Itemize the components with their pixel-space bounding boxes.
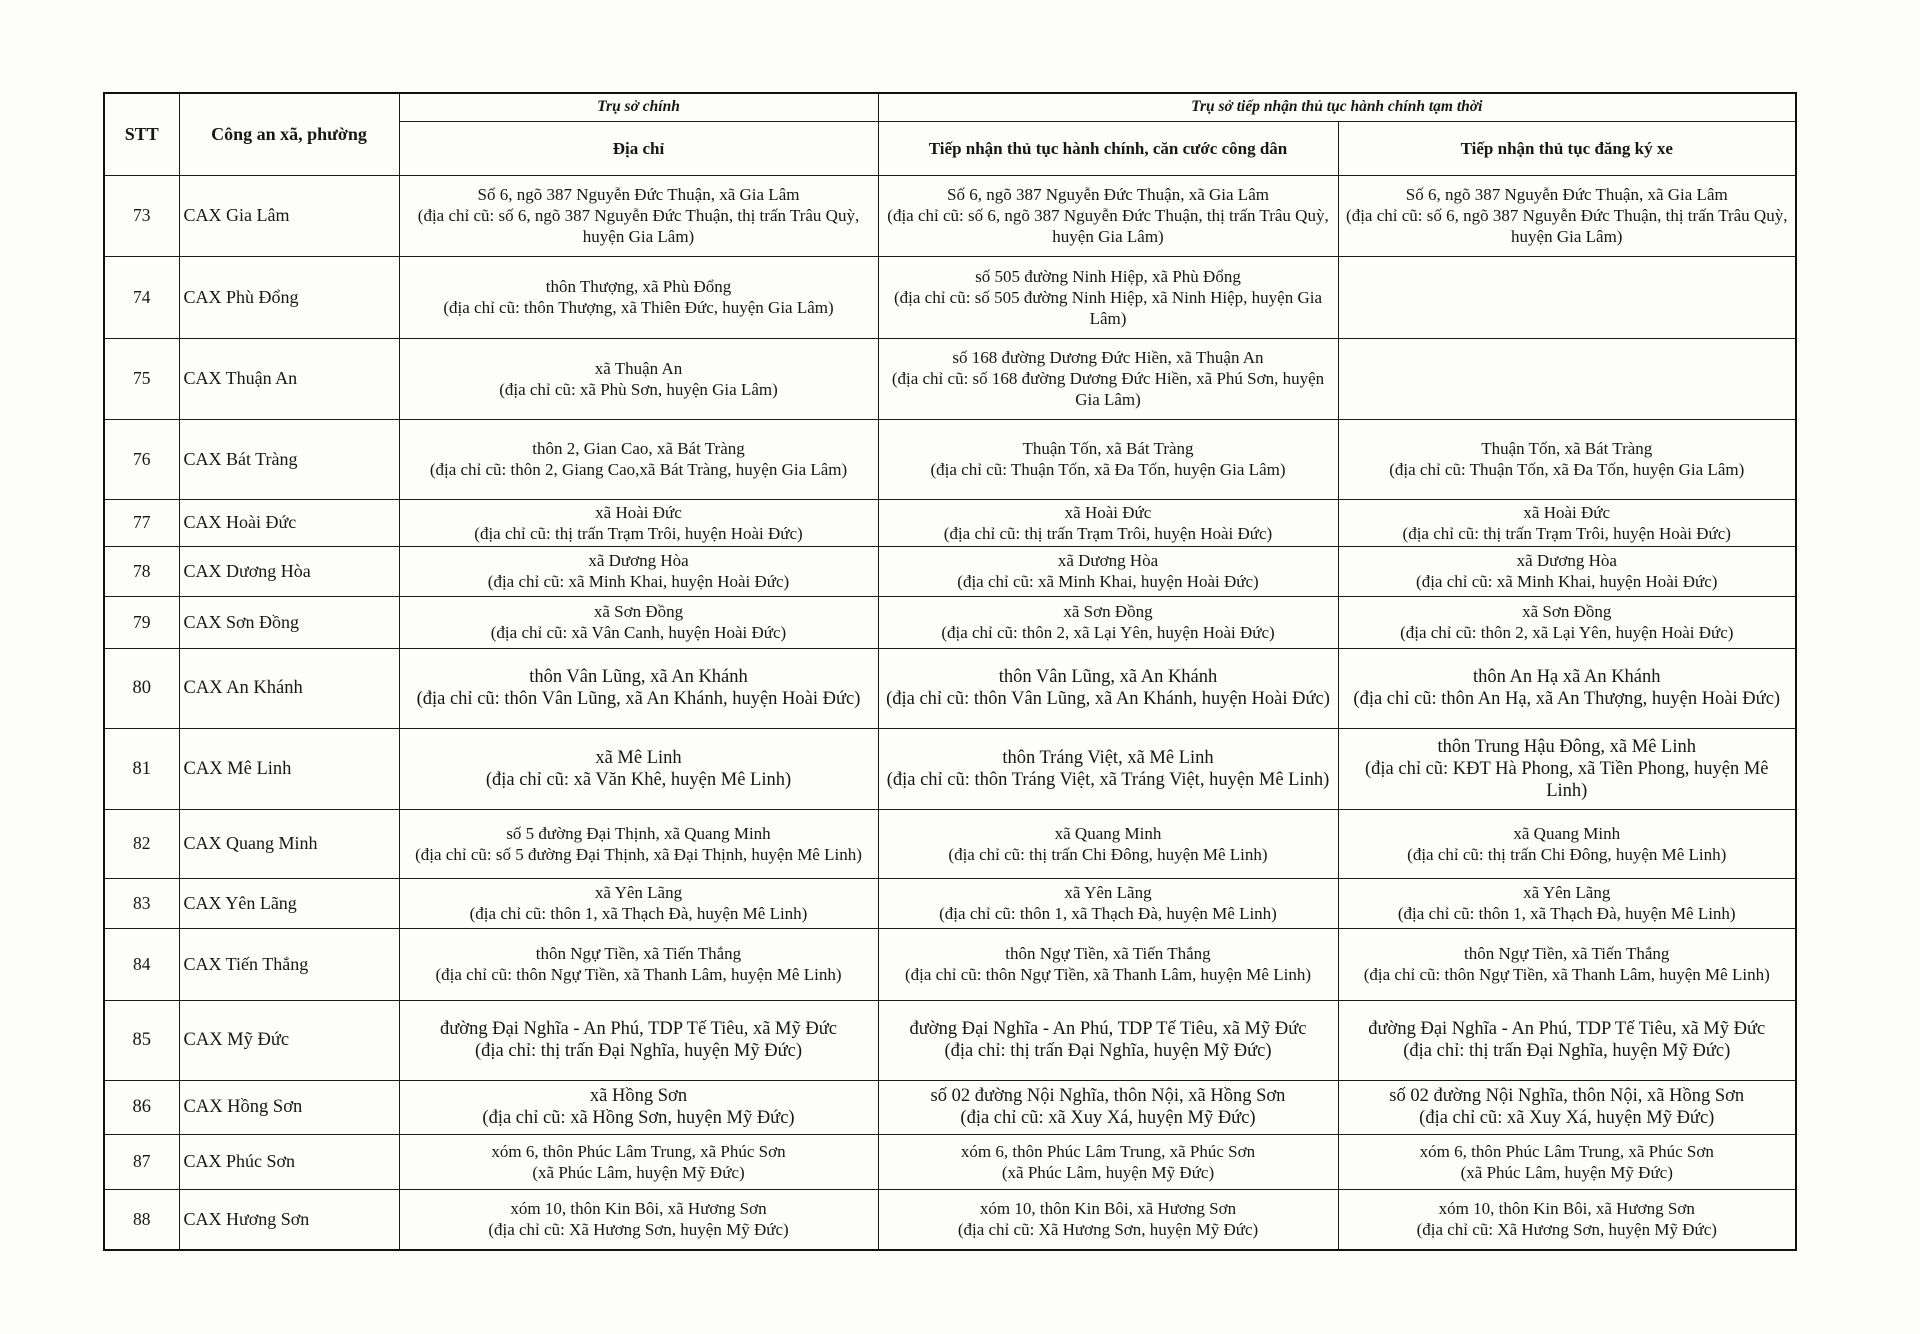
- main-office-address-cell: [399, 1000, 878, 1080]
- old-address: (địa chỉ cũ: thị trấn Trạm Trôi, huyện Hoài Đức): [1402, 523, 1731, 543]
- old-address: (địa chỉ cũ: Thuận Tốn, xã Đa Tốn, huyện Gia Lâm): [930, 460, 1286, 479]
- table-row: [104, 338, 1796, 419]
- header-admin-procedures: Tiếp nhận thủ tục hành chính, căn cước công dân: [878, 121, 1338, 175]
- old-address: (địa chỉ cũ: xã Phù Sơn, huyện Gia Lâm): [499, 379, 778, 399]
- header-main-office: Trụ sở chính: [399, 93, 878, 121]
- police-unit-name: CAX Quang Minh: [179, 809, 399, 878]
- vehicle-registration-office-cell: [1338, 499, 1796, 546]
- current-address: Thuận Tốn, xã Bát Tràng: [1481, 439, 1653, 458]
- old-address: (địa chỉ cũ: thôn An Hạ, xã An Thượng, huyện Hoài Đức): [1353, 689, 1781, 709]
- police-unit-name: CAX Yên Lãng: [179, 878, 399, 928]
- header-vehicle-registration: Tiếp nhận thủ tục đăng ký xe: [1338, 121, 1796, 175]
- vehicle-registration-office-cell: [1338, 419, 1796, 499]
- vehicle-registration-office-cell: [1338, 1189, 1796, 1250]
- current-address: thôn Thượng, xã Phù Đổng: [545, 277, 732, 296]
- row-number: 82: [104, 809, 179, 878]
- current-address: xã Dương Hòa: [1516, 551, 1617, 570]
- police-unit-name: CAX Dương Hòa: [179, 546, 399, 596]
- old-address: (địa chỉ cũ: xã Vân Canh, huyện Hoài Đức): [490, 623, 787, 642]
- old-address: (địa chỉ cũ: số 6, ngõ 387 Nguyễn Đức Thuận, thị trấn Trâu Quỳ, huyện Gia Lâm): [417, 206, 860, 246]
- row-number: 77: [104, 499, 179, 546]
- current-address: xóm 6, thôn Phúc Lâm Trung, xã Phúc Sơn: [960, 1141, 1256, 1161]
- current-address: xóm 6, thôn Phúc Lâm Trung, xã Phúc Sơn: [1419, 1141, 1714, 1161]
- admin-procedure-office-cell: [878, 1189, 1338, 1250]
- main-office-address-cell: [399, 1080, 878, 1134]
- table-row: [104, 728, 1796, 809]
- old-address: (địa chỉ cũ: số 5 đường Đại Thịnh, xã Đại Thịnh, huyện Mê Linh): [415, 844, 862, 864]
- old-address: (địa chỉ cũ: thôn 2, Giang Cao,xã Bát Tràng, huyện Gia Lâm): [429, 460, 848, 479]
- row-number: 74: [104, 256, 179, 338]
- old-address: (địa chỉ cũ: thôn 1, xã Thạch Đà, huyện Mê Linh): [469, 904, 808, 923]
- old-address: (địa chỉ: thị trấn Đại Nghĩa, huyện Mỹ Đức): [1403, 1041, 1731, 1061]
- old-address: (địa chỉ cũ: Xã Hương Sơn, huyện Mỹ Đức): [488, 1220, 789, 1240]
- police-unit-name: CAX Hồng Sơn: [179, 1080, 399, 1134]
- current-address: Số 6, ngõ 387 Nguyễn Đức Thuận, xã Gia Lâm: [477, 185, 800, 204]
- current-address: xã Hoài Đức: [595, 502, 682, 522]
- vehicle-registration-office-cell: [1338, 1134, 1796, 1189]
- current-address: số 505 đường Ninh Hiệp, xã Phù Đổng: [975, 266, 1241, 286]
- old-address: (địa chỉ cũ: xã Xuy Xá, huyện Mỹ Đức): [960, 1108, 1256, 1128]
- admin-procedure-office-cell: [878, 1134, 1338, 1189]
- row-number: 83: [104, 878, 179, 928]
- row-number: 84: [104, 928, 179, 1000]
- old-address: (địa chỉ cũ: thôn Ngự Tiền, xã Thanh Lâm, huyện Mê Linh): [1363, 965, 1770, 984]
- row-number: 78: [104, 546, 179, 596]
- old-address: (địa chỉ cũ: xã Minh Khai, huyện Hoài Đức): [487, 572, 790, 591]
- old-address: (địa chỉ cũ: thôn 1, xã Thạch Đà, huyện Mê Linh): [1397, 904, 1736, 923]
- current-address: Số 6, ngõ 387 Nguyễn Đức Thuận, xã Gia Lâm: [1405, 185, 1728, 204]
- police-office-address-table: [103, 92, 1797, 1251]
- current-address: xã Thuận An: [594, 358, 683, 378]
- old-address: (địa chỉ cũ: thôn Thượng, xã Thiên Đức, huyện Gia Lâm): [443, 298, 834, 317]
- current-address: xã Sơn Đồng: [1522, 602, 1612, 621]
- vehicle-registration-office-cell: [1338, 809, 1796, 878]
- admin-procedure-office-cell: [878, 648, 1338, 728]
- old-address: (xã Phúc Lâm, huyện Mỹ Đức): [1460, 1162, 1673, 1182]
- old-address: (địa chỉ cũ: số 6, ngõ 387 Nguyễn Đức Thuận, thị trấn Trâu Quỳ, huyện Gia Lâm): [887, 206, 1329, 246]
- admin-procedure-office-cell: [878, 338, 1338, 419]
- police-unit-name: CAX Hoài Đức: [179, 499, 399, 546]
- main-office-address-cell: [399, 256, 878, 338]
- current-address: đường Đại Nghĩa - An Phú, TDP Tế Tiêu, xã Mỹ Đức: [909, 1019, 1307, 1039]
- header-row-top: [104, 93, 1796, 121]
- current-address: xã Hồng Sơn: [589, 1086, 688, 1106]
- main-office-address-cell: [399, 928, 878, 1000]
- current-address: thôn Ngự Tiền, xã Tiến Thắng: [1464, 944, 1670, 963]
- vehicle-registration-office-cell: [1338, 546, 1796, 596]
- current-address: đường Đại Nghĩa - An Phú, TDP Tế Tiêu, xã Mỹ Đức: [440, 1019, 837, 1039]
- current-address: thôn Trung Hậu Đông, xã Mê Linh: [1437, 736, 1696, 757]
- old-address: (địa chỉ: thị trấn Đại Nghĩa, huyện Mỹ Đức): [944, 1041, 1272, 1061]
- old-address: (địa chỉ cũ: thị trấn Trạm Trôi, huyện Hoài Đức): [943, 523, 1273, 543]
- current-address: số 5 đường Đại Thịnh, xã Quang Minh: [506, 823, 771, 843]
- current-address: xóm 10, thôn Kin Bôi, xã Hương Sơn: [979, 1199, 1237, 1219]
- police-unit-name: CAX Mỹ Đức: [179, 1000, 399, 1080]
- row-number: 75: [104, 338, 179, 419]
- old-address: (địa chỉ cũ: thôn 2, xã Lại Yên, huyện Hoài Đức): [1400, 623, 1734, 642]
- row-number: 86: [104, 1080, 179, 1134]
- police-unit-name: CAX Bát Tràng: [179, 419, 399, 499]
- old-address: (xã Phúc Lâm, huyện Mỹ Đức): [1001, 1162, 1215, 1182]
- old-address: (địa chỉ cũ: Thuận Tốn, xã Đa Tốn, huyện Gia Lâm): [1389, 460, 1745, 479]
- old-address: (địa chỉ cũ: xã Hồng Sơn, huyện Mỹ Đức): [482, 1108, 795, 1128]
- old-address: (địa chỉ cũ: số 168 đường Dương Đức Hiền, xã Phú Sơn, huyện Gia Lâm): [891, 369, 1325, 409]
- current-address: xã Hoài Đức: [1064, 502, 1152, 522]
- admin-procedure-office-cell: [878, 728, 1338, 809]
- police-unit-name: CAX Mê Linh: [179, 728, 399, 809]
- current-address: xã Hoài Đức: [1523, 502, 1611, 522]
- vehicle-registration-office-cell: [1338, 928, 1796, 1000]
- main-office-address-cell: [399, 499, 878, 546]
- old-address: (địa chỉ cũ: số 505 đường Ninh Hiệp, xã Ninh Hiệp, huyện Gia Lâm): [893, 287, 1322, 328]
- old-address: (địa chỉ cũ: xã Xuy Xá, huyện Mỹ Đức): [1419, 1108, 1715, 1128]
- old-address: (địa chỉ cũ: thôn Vân Lũng, xã An Khánh, huyện Hoài Đức): [886, 689, 1330, 709]
- police-unit-name: CAX An Khánh: [179, 648, 399, 728]
- main-office-address-cell: [399, 1189, 878, 1250]
- admin-procedure-office-cell: [878, 596, 1338, 648]
- main-office-address-cell: [399, 546, 878, 596]
- police-unit-name: CAX Gia Lâm: [179, 175, 399, 256]
- police-unit-name: CAX Tiến Thắng: [179, 928, 399, 1000]
- vehicle-registration-office-cell: [1338, 596, 1796, 648]
- table-row: [104, 878, 1796, 928]
- old-address: (địa chỉ cũ: thôn Ngự Tiền, xã Thanh Lâm, huyện Mê Linh): [905, 965, 1311, 984]
- row-number: 79: [104, 596, 179, 648]
- vehicle-registration-office-cell: [1338, 728, 1796, 809]
- current-address: đường Đại Nghĩa - An Phú, TDP Tế Tiêu, xã Mỹ Đức: [1368, 1019, 1766, 1039]
- vehicle-registration-office-cell: [1338, 1080, 1796, 1134]
- vehicle-registration-office-cell: [1338, 175, 1796, 256]
- current-address: xóm 10, thôn Kin Bôi, xã Hương Sơn: [1438, 1199, 1695, 1219]
- admin-procedure-office-cell: [878, 1000, 1338, 1080]
- admin-procedure-office-cell: [878, 499, 1338, 546]
- main-office-address-cell: [399, 878, 878, 928]
- main-office-address-cell: [399, 809, 878, 878]
- table-row: [104, 809, 1796, 878]
- vehicle-registration-office-cell: [1338, 338, 1796, 419]
- row-number: 73: [104, 175, 179, 256]
- header-address: Địa chỉ: [399, 121, 878, 175]
- current-address: xóm 6, thôn Phúc Lâm Trung, xã Phúc Sơn: [491, 1141, 786, 1161]
- current-address: xã Quang Minh: [1054, 823, 1162, 843]
- old-address: (địa chỉ: thị trấn Đại Nghĩa, huyện Mỹ Đức): [474, 1041, 802, 1061]
- current-address: xã Yên Lãng: [1523, 883, 1611, 902]
- row-number: 87: [104, 1134, 179, 1189]
- table-row: [104, 1189, 1796, 1250]
- current-address: số 02 đường Nội Nghĩa, thôn Nội, xã Hồng Sơn: [1389, 1086, 1745, 1106]
- current-address: xã Quang Minh: [1513, 823, 1621, 843]
- old-address: (địa chỉ cũ: KĐT Hà Phong, xã Tiền Phong, huyện Mê Linh): [1364, 758, 1769, 801]
- old-address: (địa chỉ cũ: Xã Hương Sơn, huyện Mỹ Đức): [1416, 1220, 1717, 1240]
- police-unit-name: CAX Thuận An: [179, 338, 399, 419]
- header-stt: STT: [104, 93, 179, 175]
- police-unit-name: CAX Sơn Đồng: [179, 596, 399, 648]
- current-address: xã Mê Linh: [595, 747, 682, 768]
- current-address: xã Yên Lãng: [594, 883, 683, 902]
- police-unit-name: CAX Phù Đổng: [179, 256, 399, 338]
- table-row: [104, 546, 1796, 596]
- old-address: (địa chỉ cũ: Xã Hương Sơn, huyện Mỹ Đức): [957, 1220, 1259, 1240]
- row-number: 80: [104, 648, 179, 728]
- main-office-address-cell: [399, 338, 878, 419]
- admin-procedure-office-cell: [878, 928, 1338, 1000]
- old-address: (địa chỉ cũ: thôn 2, xã Lại Yên, huyện Hoài Đức): [941, 623, 1275, 642]
- header-temp-office: Trụ sở tiếp nhận thủ tục hành chính tạm thời: [878, 93, 1796, 121]
- main-office-address-cell: [399, 175, 878, 256]
- current-address: thôn An Hạ xã An Khánh: [1472, 667, 1661, 687]
- current-address: xóm 10, thôn Kin Bôi, xã Hương Sơn: [510, 1199, 767, 1219]
- admin-procedure-office-cell: [878, 809, 1338, 878]
- table-row: [104, 499, 1796, 546]
- table-row: [104, 419, 1796, 499]
- main-office-address-cell: [399, 1134, 878, 1189]
- current-address: xã Dương Hòa: [1057, 551, 1159, 570]
- main-office-address-cell: [399, 648, 878, 728]
- admin-procedure-office-cell: [878, 256, 1338, 338]
- table-row: [104, 648, 1796, 728]
- current-address: xã Sơn Đồng: [1063, 602, 1153, 621]
- old-address: (địa chỉ cũ: xã Văn Khê, huyện Mê Linh): [485, 769, 792, 790]
- vehicle-registration-office-cell: [1338, 648, 1796, 728]
- main-office-address-cell: [399, 419, 878, 499]
- admin-procedure-office-cell: [878, 419, 1338, 499]
- old-address: (xã Phúc Lâm, huyện Mỹ Đức): [532, 1162, 745, 1182]
- admin-procedure-office-cell: [878, 1080, 1338, 1134]
- current-address: thôn 2, Gian Cao, xã Bát Tràng: [532, 439, 745, 458]
- old-address: (địa chỉ cũ: thôn 1, xã Thạch Đà, huyện Mê Linh): [939, 904, 1277, 923]
- admin-procedure-office-cell: [878, 175, 1338, 256]
- vehicle-registration-office-cell: [1338, 878, 1796, 928]
- old-address: (địa chỉ cũ: thôn Ngự Tiền, xã Thanh Lâm, huyện Mê Linh): [435, 965, 842, 984]
- row-number: 76: [104, 419, 179, 499]
- old-address: (địa chỉ cũ: thị trấn Chi Đông, huyện Mê Linh): [948, 844, 1268, 864]
- current-address: thôn Tráng Việt, xã Mê Linh: [1002, 747, 1214, 768]
- table-row: [104, 596, 1796, 648]
- current-address: số 02 đường Nội Nghĩa, thôn Nội, xã Hồng Sơn: [930, 1086, 1286, 1106]
- row-number: 81: [104, 728, 179, 809]
- current-address: Số 6, ngõ 387 Nguyễn Đức Thuận, xã Gia Lâm: [947, 185, 1269, 204]
- admin-procedure-office-cell: [878, 878, 1338, 928]
- current-address: thôn Ngự Tiền, xã Tiến Thắng: [1005, 944, 1211, 963]
- old-address: (địa chỉ cũ: thôn Tráng Việt, xã Tráng Việt, huyện Mê Linh): [886, 769, 1330, 790]
- table-body: [104, 175, 1796, 1250]
- current-address: thôn Vân Lũng, xã An Khánh: [998, 667, 1218, 687]
- table-header: [104, 93, 1796, 175]
- table-row: [104, 1080, 1796, 1134]
- old-address: (địa chỉ cũ: thôn Vân Lũng, xã An Khánh, huyện Hoài Đức): [416, 689, 861, 709]
- vehicle-registration-office-cell: [1338, 256, 1796, 338]
- row-number: 85: [104, 1000, 179, 1080]
- table-row: [104, 928, 1796, 1000]
- current-address: thôn Ngự Tiền, xã Tiến Thắng: [535, 944, 742, 963]
- row-number: 88: [104, 1189, 179, 1250]
- old-address: (địa chỉ cũ: xã Minh Khai, huyện Hoài Đức): [1416, 572, 1718, 591]
- old-address: (địa chỉ cũ: xã Minh Khai, huyện Hoài Đức): [957, 572, 1259, 591]
- main-office-address-cell: [399, 596, 878, 648]
- vehicle-registration-office-cell: [1338, 1000, 1796, 1080]
- admin-procedure-office-cell: [878, 546, 1338, 596]
- police-unit-name: CAX Hương Sơn: [179, 1189, 399, 1250]
- current-address: xã Sơn Đồng: [593, 602, 684, 621]
- police-unit-name: CAX Phúc Sơn: [179, 1134, 399, 1189]
- header-unit: Công an xã, phường: [179, 93, 399, 175]
- current-address: xã Yên Lãng: [1064, 883, 1152, 902]
- current-address: thôn Vân Lũng, xã An Khánh: [529, 667, 748, 687]
- table-row: [104, 1000, 1796, 1080]
- main-office-address-cell: [399, 728, 878, 809]
- current-address: xã Dương Hòa: [588, 551, 689, 570]
- table-row: [104, 256, 1796, 338]
- table-row: [104, 1134, 1796, 1189]
- old-address: (địa chỉ cũ: số 6, ngõ 387 Nguyễn Đức Thuận, thị trấn Trâu Quỳ, huyện Gia Lâm): [1346, 206, 1788, 246]
- current-address: Thuận Tốn, xã Bát Tràng: [1022, 439, 1194, 458]
- old-address: (địa chỉ cũ: thị trấn Chi Đông, huyện Mê Linh): [1407, 844, 1727, 864]
- current-address: số 168 đường Dương Đức Hiền, xã Thuận An: [952, 348, 1264, 367]
- table-row: [104, 175, 1796, 256]
- old-address: (địa chỉ cũ: thị trấn Trạm Trôi, huyện Hoài Đức): [474, 523, 803, 543]
